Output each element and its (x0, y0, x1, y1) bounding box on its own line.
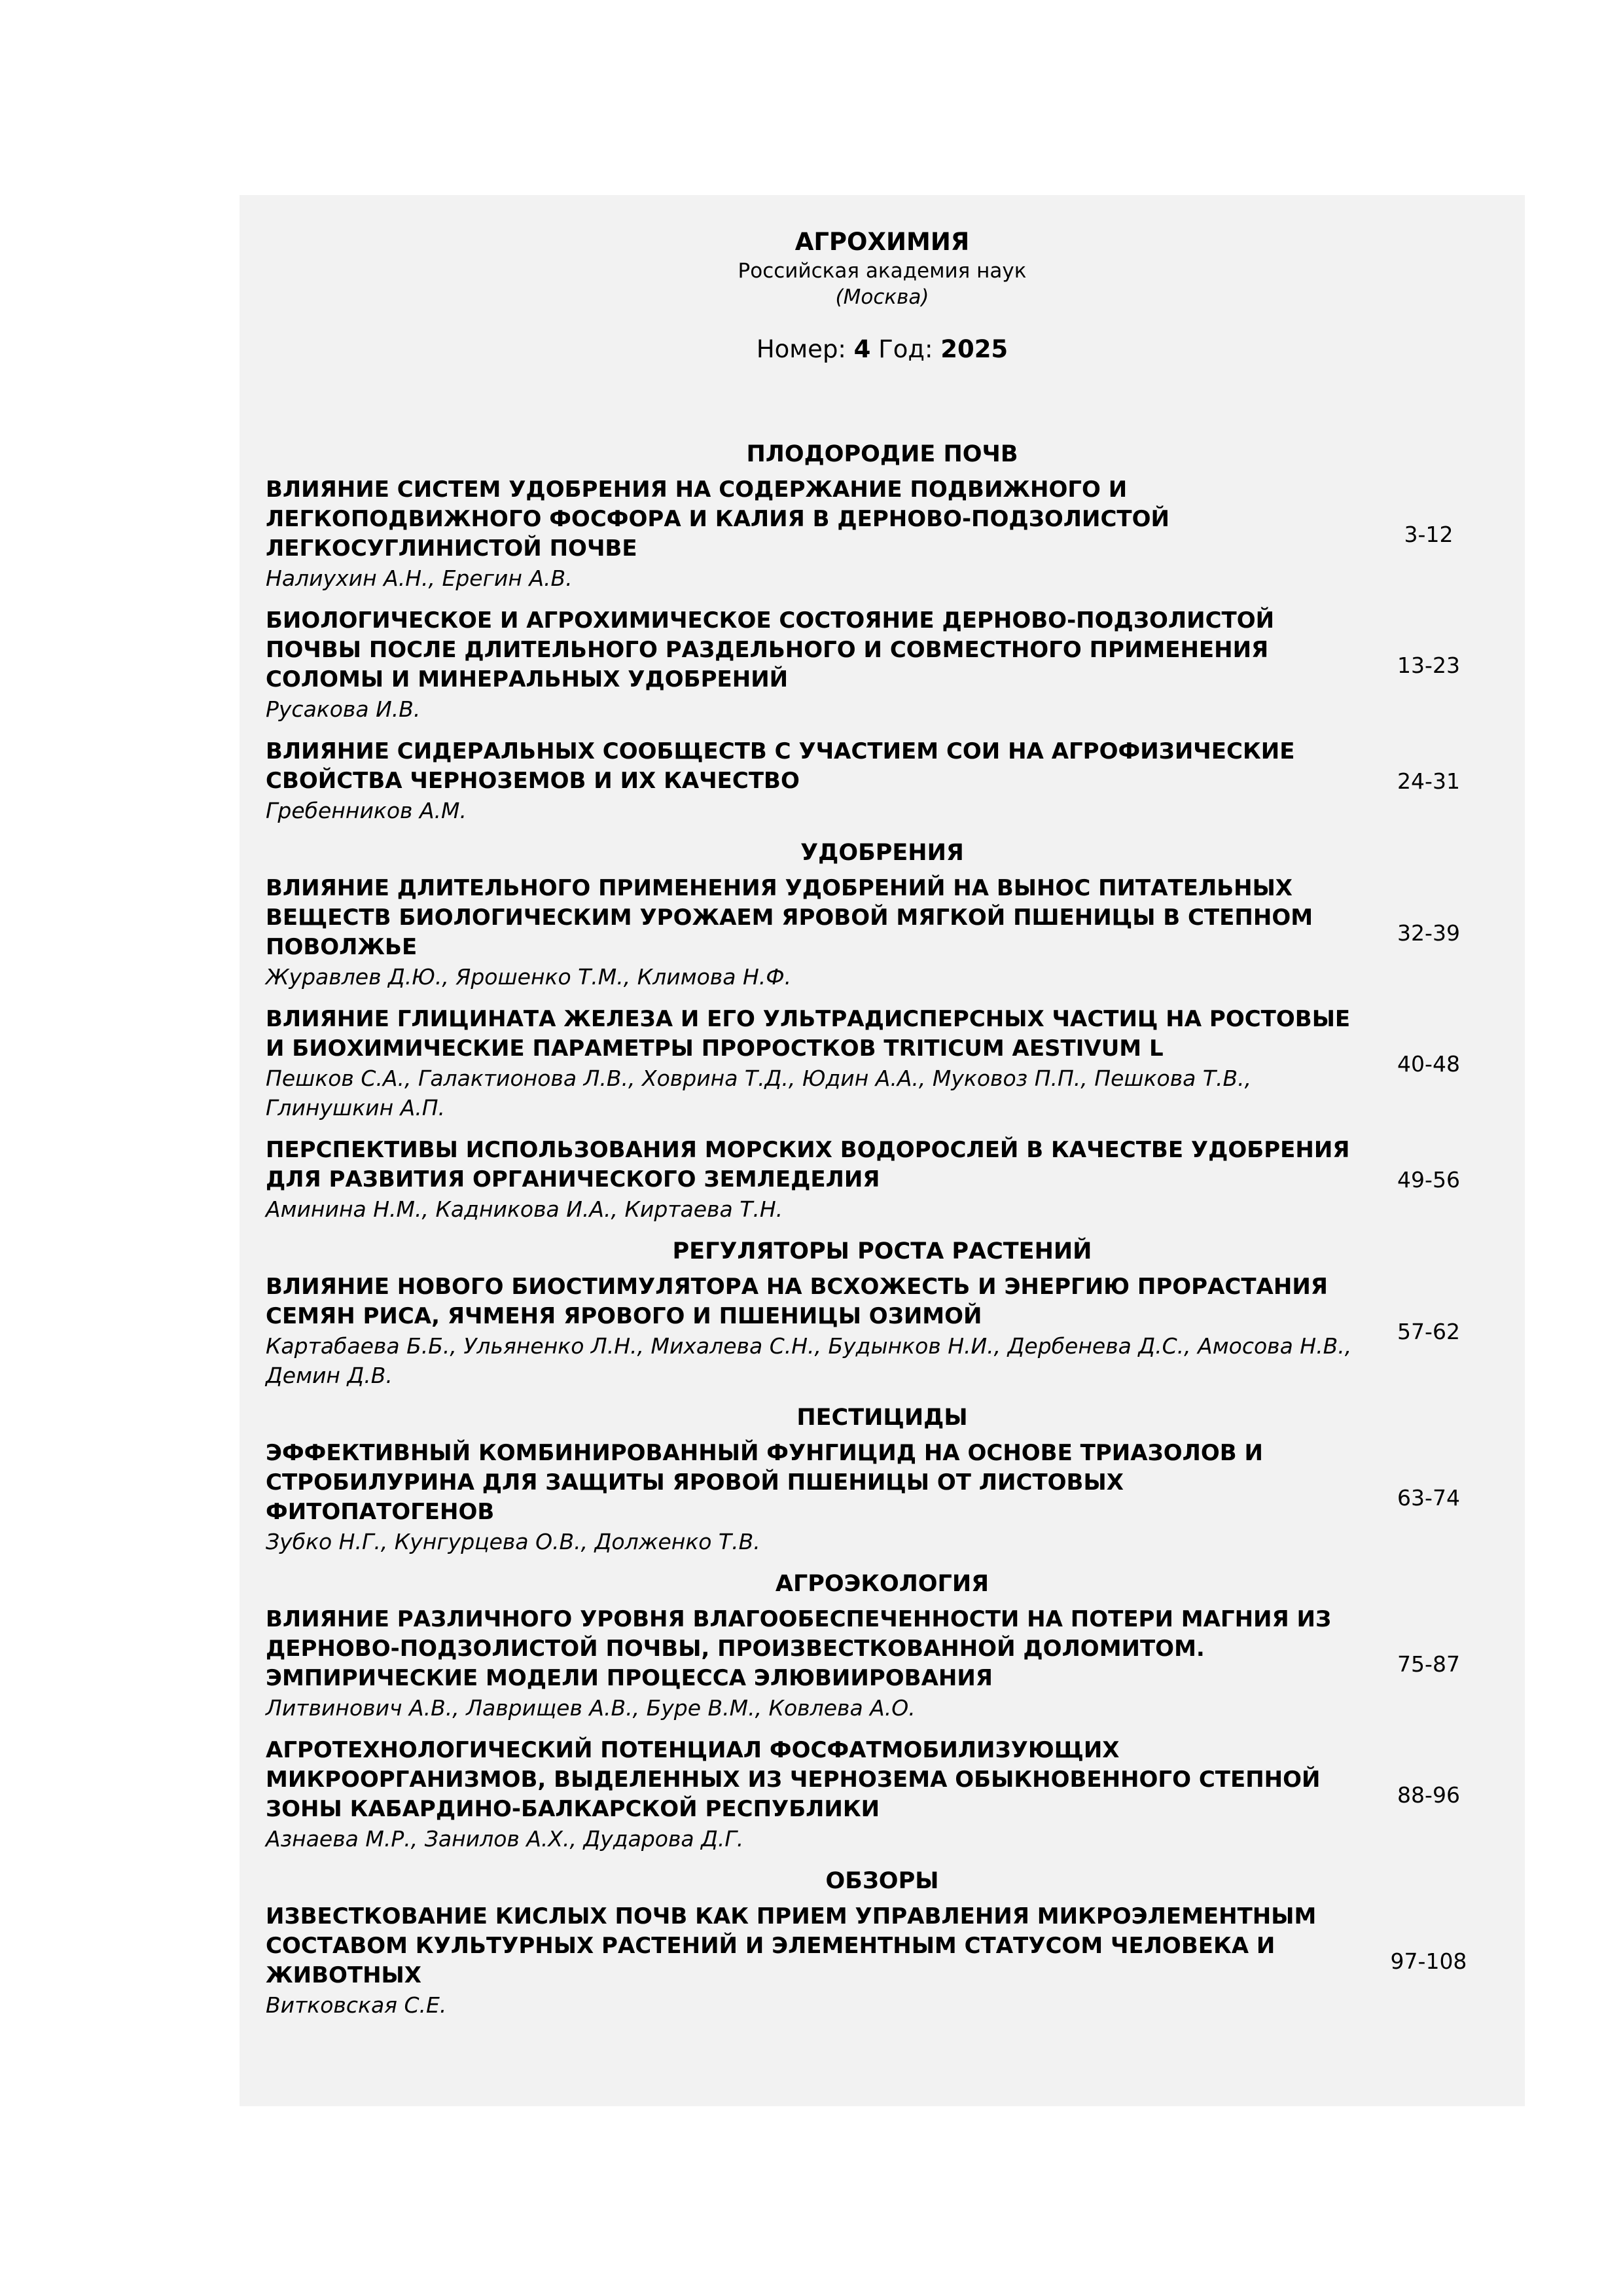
article-pages: 40-48 (1397, 1050, 1460, 1077)
article-entry[interactable] (266, 606, 1525, 724)
article-pages: 3-12 (1404, 521, 1454, 547)
article-authors: Налиухин А.Н., Ерегин А.В. (266, 565, 573, 591)
article-text (266, 874, 1359, 992)
article-title[interactable]: АГРОТЕХНОЛОГИЧЕСКИЙ ПОТЕНЦИАЛ ФОСФАТМОБИЛИЗУЮЩИХ МИКРООРГАНИЗМОВ, ВЫДЕЛЕННЫХ ИЗ ЧЕРНОЗЕМА ОБЫКНОВЕННОГО СТЕПНОЙ ЗОНЫ КАБАРДИНО-БАЛКАРСКОЙ РЕСПУБЛИКИ (266, 1737, 1321, 1822)
article-pages: 97-108 (1390, 1948, 1467, 1974)
toc-section (266, 1867, 1525, 2020)
article-authors: Русакова И.В. (266, 696, 421, 722)
article-title[interactable]: ВЛИЯНИЕ СИСТЕМ УДОБРЕНИЯ НА СОДЕРЖАНИЕ ПОДВИЖНОГО И ЛЕГКОПОДВИЖНОГО ФОСФОРА И КАЛИЯ В ДЕРНОВО-ПОДЗОЛИСТОЙ ЛЕГКОСУГЛИНИСТОЙ ПОЧВЕ (266, 476, 1169, 562)
publisher: Российская академия наук (738, 259, 1027, 283)
issue-label: Номер: (756, 335, 846, 363)
article-title[interactable]: ПЕРСПЕКТИВЫ ИСПОЛЬЗОВАНИЯ МОРСКИХ ВОДОРОСЛЕЙ В КАЧЕСТВЕ УДОБРЕНИЯ ДЛЯ РАЗВИТИЯ ОРГАНИЧЕСКОГО ЗЕМЛЕДЕЛИЯ (266, 1137, 1350, 1193)
article-entry[interactable] (266, 1272, 1525, 1390)
toc-section (266, 1237, 1525, 1390)
article-title[interactable]: БИОЛОГИЧЕСКОЕ И АГРОХИМИЧЕСКОЕ СОСТОЯНИЕ ДЕРНОВО-ПОДЗОЛИСТОЙ ПОЧВЫ ПОСЛЕ ДЛИТЕЛЬНОГО РАЗДЕЛЬНОГО И СОВМЕСТНОГО ПРИМЕНЕНИЯ СОЛОМЫ И МИНЕРАЛЬНЫХ УДОБРЕНИЙ (266, 607, 1275, 692)
article-text (266, 1005, 1359, 1122)
toc-section (266, 440, 1525, 825)
issue-year: 2025 (940, 335, 1008, 363)
section-title: ПЛОДОРОДИЕ ПОЧВ (746, 441, 1018, 467)
article-text (266, 1136, 1359, 1224)
article-pages: 63-74 (1397, 1484, 1460, 1511)
article-pages: 75-87 (1397, 1651, 1460, 1677)
toc-section (266, 1403, 1525, 1556)
article-pages: 24-31 (1397, 768, 1460, 794)
issue-number: 4 (853, 335, 871, 363)
article-authors: Журавлев Д.Ю., Ярошенко Т.М., Климова Н.Ф. (266, 964, 792, 990)
journal-title: АГРОХИМИЯ (794, 228, 970, 256)
article-entry[interactable] (266, 475, 1525, 593)
article-pages: 32-39 (1397, 920, 1460, 946)
section-title: АГРОЭКОЛОГИЯ (775, 1571, 990, 1597)
article-authors: Гребенников А.М. (266, 798, 467, 823)
toc-section (266, 838, 1525, 1224)
article-text (266, 737, 1359, 825)
article-title[interactable]: ВЛИЯНИЕ ГЛИЦИНАТА ЖЕЛЕЗА И ЕГО УЛЬТРАДИСПЕРСНЫХ ЧАСТИЦ НА РОСТОВЫЕ И БИОХИМИЧЕСКИЕ ПАРАМЕТРЫ ПРОРОСТКОВ TRITICUM AESTIVUM L (266, 1006, 1351, 1062)
article-authors: Аминина Н.М., Кадникова И.А., Киртаева Т.Н. (266, 1196, 783, 1222)
article-title[interactable]: ВЛИЯНИЕ НОВОГО БИОСТИМУЛЯТОРА НА ВСХОЖЕСТЬ И ЭНЕРГИЮ ПРОРАСТАНИЯ СЕМЯН РИСА, ЯЧМЕНЯ ЯРОВОГО И ПШЕНИЦЫ ОЗИМОЙ (266, 1274, 1328, 1329)
article-entry[interactable] (266, 1902, 1525, 2020)
table-of-contents (266, 429, 1525, 2033)
section-title: ОБЗОРЫ (825, 1868, 939, 1894)
article-title[interactable]: ВЛИЯНИЕ СИДЕРАЛЬНЫХ СООБЩЕСТВ С УЧАСТИЕМ СОИ НА АГРОФИЗИЧЕСКИЕ СВОЙСТВА ЧЕРНОЗЕМОВ И ИХ КАЧЕСТВО (266, 738, 1295, 794)
article-authors: Картабаева Б.Б., Ульяненко Л.Н., Михалева С.Н., Будынков Н.И., Дербенева Д.С., Амосова Н.В., Демин Д.В. (266, 1333, 1352, 1388)
article-title[interactable]: ЭФФЕКТИВНЫЙ КОМБИНИРОВАННЫЙ ФУНГИЦИД НА ОСНОВЕ ТРИАЗОЛОВ И СТРОБИЛУРИНА ДЛЯ ЗАЩИТЫ ЯРОВОЙ ПШЕНИЦЫ ОТ ЛИСТОВЫХ ФИТОПАТОГЕНОВ (266, 1440, 1263, 1525)
article-pages: 49-56 (1397, 1167, 1460, 1193)
issue-info (240, 334, 1525, 365)
article-text (266, 1439, 1359, 1556)
article-authors: Пешков С.А., Галактионова Л.В., Ховрина Т.Д., Юдин А.А., Муковоз П.П., Пешкова Т.В., Глинушкин А.П. (266, 1066, 1252, 1121)
toc-section (266, 1570, 1525, 1854)
article-authors: Витковская С.Е. (266, 1992, 447, 2018)
article-pages: 57-62 (1397, 1318, 1460, 1344)
article-text (266, 1736, 1359, 1854)
article-text (266, 606, 1359, 724)
section-title: УДОБРЕНИЯ (800, 840, 964, 866)
contents-panel (240, 195, 1525, 2106)
article-text (266, 1902, 1359, 2020)
publisher-city: (Москва) (835, 285, 929, 309)
article-title[interactable]: ВЛИЯНИЕ РАЗЛИЧНОГО УРОВНЯ ВЛАГООБЕСПЕЧЕННОСТИ НА ПОТЕРИ МАГНИЯ ИЗ ДЕРНОВО-ПОДЗОЛИСТОЙ ПОЧВЫ, ПРОИЗВЕСТКОВАННОЙ ДОЛОМИТОМ. ЭМПИРИЧЕСКИЕ МОДЕЛИ ПРОЦЕССА ЭЛЮВИИРОВАНИЯ (266, 1606, 1332, 1691)
section-title: РЕГУЛЯТОРЫ РОСТА РАСТЕНИЙ (672, 1238, 1092, 1265)
article-text (266, 475, 1359, 593)
article-title[interactable]: ВЛИЯНИЕ ДЛИТЕЛЬНОГО ПРИМЕНЕНИЯ УДОБРЕНИЙ НА ВЫНОС ПИТАТЕЛЬНЫХ ВЕЩЕСТВ БИОЛОГИЧЕСКИМ УРОЖАЕМ ЯРОВОЙ МЯГКОЙ ПШЕНИЦЫ В СТЕПНОМ ПОВОЛЖЬЕ (266, 875, 1313, 960)
year-label: Год: (878, 335, 933, 363)
article-title[interactable]: ИЗВЕСТКОВАНИЕ КИСЛЫХ ПОЧВ КАК ПРИЕМ УПРАВЛЕНИЯ МИКРОЭЛЕМЕНТНЫМ СОСТАВОМ КУЛЬТУРНЫХ РАСТЕНИЙ И ЭЛЕМЕНТНЫМ СТАТУСОМ ЧЕЛОВЕКА И ЖИВОТНЫХ (266, 1903, 1317, 1988)
article-authors: Азнаева М.Р., Занилов А.Х., Дударова Д.Г. (266, 1826, 744, 1852)
article-text (266, 1605, 1359, 1723)
article-entry[interactable] (266, 874, 1525, 992)
journal-header (240, 226, 1525, 365)
section-title: ПЕСТИЦИДЫ (796, 1405, 968, 1431)
article-entry[interactable] (266, 1136, 1525, 1224)
article-pages: 88-96 (1397, 1782, 1460, 1808)
article-pages: 13-23 (1397, 652, 1460, 678)
article-entry[interactable] (266, 1605, 1525, 1723)
article-authors: Зубко Н.Г., Кунгурцева О.В., Долженко Т.В. (266, 1529, 760, 1554)
article-entry[interactable] (266, 1439, 1525, 1556)
article-authors: Литвинович А.В., Лаврищев А.В., Буре В.М., Ковлева А.О. (266, 1695, 916, 1721)
article-entry[interactable] (266, 737, 1525, 825)
article-entry[interactable] (266, 1005, 1525, 1122)
article-entry[interactable] (266, 1736, 1525, 1854)
article-text (266, 1272, 1359, 1390)
